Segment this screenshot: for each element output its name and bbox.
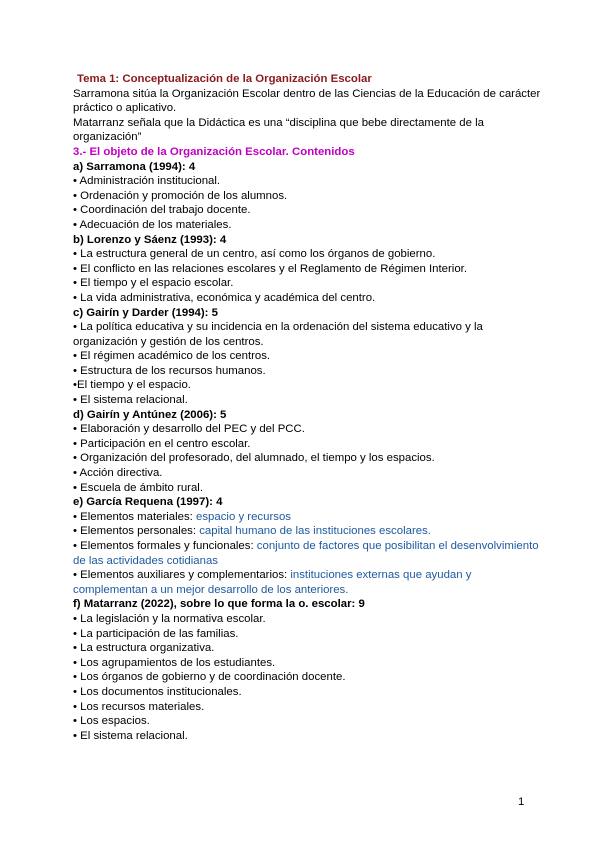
list-item <box>73 568 543 597</box>
list-item: • La estructura general de un centro, así como los órganos de gobierno. <box>73 247 543 262</box>
list-item: • Organización del profesorado, del alumnado, el tiempo y los espacios. <box>73 451 543 466</box>
list-item: • El tiempo y el espacio escolar. <box>73 276 543 291</box>
list-item: • Los agrupamientos de los estudiantes. <box>73 656 543 671</box>
list-item: • El tiempo y el espacio. <box>73 378 543 393</box>
list-item: • Adecuación de los materiales. <box>73 218 543 233</box>
page-number: 1 <box>518 796 525 808</box>
list-item: • Escuela de ámbito rural. <box>73 481 543 496</box>
list-item: • El régimen académico de los centros. <box>73 349 543 364</box>
page-content <box>73 72 543 743</box>
section-heading: 3.- El objeto de la Organización Escolar. Contenidos <box>73 145 355 158</box>
element-label: Elementos formales y funcionales: <box>80 540 257 552</box>
element-detail: espacio y recursos <box>196 510 291 523</box>
list-item: • Ordenación y promoción de los alumnos. <box>73 189 543 204</box>
list-item: • Los documentos institucionales. <box>73 685 543 700</box>
list-item: • El sistema relacional. <box>73 729 543 744</box>
list-item: • La estructura organizativa. <box>73 641 543 656</box>
list-item: • Los órganos de gobierno y de coordinación docente. <box>73 670 543 685</box>
group-heading-gairin-darder: c) Gairín y Darder (1994): 5 <box>73 306 218 319</box>
element-detail: capital humano de las instituciones escolares. <box>199 525 431 538</box>
list-item <box>73 539 543 568</box>
list-item: • El conflicto en las relaciones escolares y el Reglamento de Régimen Interior. <box>73 262 543 277</box>
list-item: • La legislación y la normativa escolar. <box>73 612 543 627</box>
group-heading-matarranz: f) Matarranz (2022), sobre lo que forma la o. escolar: 9 <box>73 598 365 611</box>
group-heading-lorenzo-saenz: b) Lorenzo y Sáenz (1993): 4 <box>73 233 227 246</box>
intro-paragraph: Sarramona sitúa la Organización Escolar dentro de las Ciencias de la Educación de carácter práctico o aplicativo. <box>73 87 541 115</box>
group-heading-sarramona: a) Sarramona (1994): 4 <box>73 160 196 173</box>
group-heading-gairin-antunez: d) Gairín y Antúnez (2006): 5 <box>73 408 227 421</box>
list-item: • Participación en el centro escolar. <box>73 437 543 452</box>
list-item: • El sistema relacional. <box>73 393 543 408</box>
list-item: • Acción directiva. <box>73 466 543 481</box>
list-item: • Administración institucional. <box>73 174 543 189</box>
list-item: • La participación de las familias. <box>73 627 543 642</box>
group-heading-garcia-requena: e) García Requena (1997): 4 <box>73 496 223 509</box>
list-item: • Estructura de los recursos humanos. <box>73 364 543 379</box>
list-item <box>73 510 543 525</box>
list-item: • La vida administrativa, económica y académica del centro. <box>73 291 543 306</box>
document-title: Tema 1: Conceptualización de la Organización Escolar <box>77 73 372 85</box>
element-label: Elementos materiales: <box>80 510 197 523</box>
list-item: • Los espacios. <box>73 714 543 729</box>
list-item: • Elaboración y desarrollo del PEC y del PCC. <box>73 422 543 437</box>
element-detail: conjunto de factores que posibilitan el desenvolvimiento de las actividades cotidianas <box>73 540 539 567</box>
list-item <box>73 524 543 539</box>
intro-paragraph: Matarranz señala que la Didáctica es una “disciplina que bebe directamente de la organización” <box>73 116 484 144</box>
element-label: Elementos personales: <box>80 525 200 538</box>
list-item: • Los recursos materiales. <box>73 700 543 715</box>
element-detail: instituciones externas que ayudan y complementan a un mejor desarrollo de los anteriores. <box>73 569 472 596</box>
list-item: • La política educativa y su incidencia en la ordenación del sistema educativo y la organización y gestión de los centros. <box>73 320 543 349</box>
element-label: Elementos auxiliares y complementarios: <box>80 569 291 582</box>
list-item: • Coordinación del trabajo docente. <box>73 203 543 218</box>
